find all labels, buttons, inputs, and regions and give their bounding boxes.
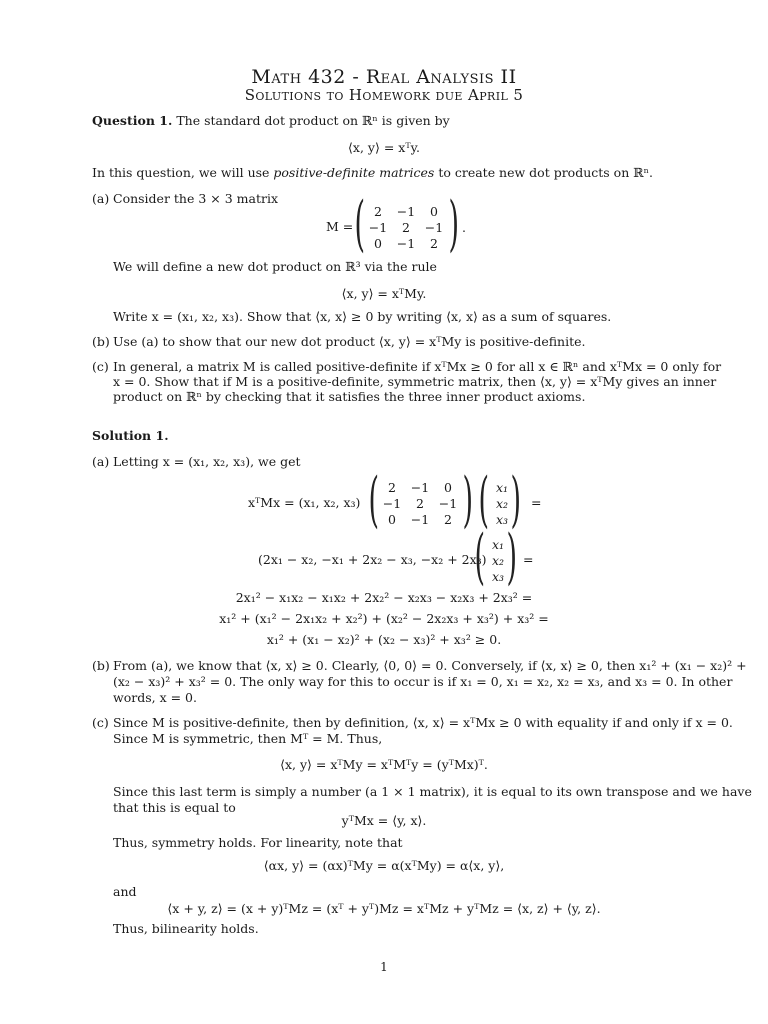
question-intro-2-a: In this question, we will use [92, 165, 274, 180]
solution-a-eq-sign-1: = [531, 495, 542, 510]
solution-label-text: Solution 1. [92, 428, 169, 443]
solution-c-equation-1: ⟨x, y⟩ = xᵀMy = xᵀMᵀy = (yᵀMx)ᵀ. [280, 757, 488, 772]
matrix-cell: −1 [410, 480, 430, 495]
solution-part-c-label: (c) [92, 715, 109, 730]
solution-b-line-1: From (a), we know that ⟨x, x⟩ ≥ 0. Clearly, ⟨0, 0⟩ = 0. Conversely, if ⟨x, x⟩ ≥ 0, then x₁² + (x₁ − x₂)² + [113, 658, 747, 673]
solution-c-line-1: Since M is positive-definite, then by definition, ⟨x, x⟩ = xᵀMx ≥ 0 with equality if and only if x = 0. [113, 715, 733, 730]
matrix-cell: 0 [444, 480, 452, 495]
matrix-m [354, 189, 468, 259]
vector-cell: x₂ [491, 553, 505, 568]
solution-a-eq-sign-2: = [523, 552, 534, 567]
document-title: Math 432 - Real Analysis II [251, 66, 517, 88]
question-part-a-text-2: We will define a new dot product on ℝ³ via the rule [113, 259, 437, 274]
question-part-c-line-3: product on ℝⁿ by checking that it satisfies the three inner product axioms. [113, 389, 586, 404]
vector-cell: x₃ [491, 569, 505, 584]
solution-c-equation-4: ⟨x + y, z⟩ = (x + y)ᵀMz = (xᵀ + yᵀ)Mz = xᵀMz + yᵀMz = ⟨x, z⟩ + ⟨y, z⟩. [167, 901, 601, 916]
vector-cell: x₁ [495, 480, 509, 495]
solution-c-and: and [113, 884, 137, 899]
matrix-cell: −1 [438, 496, 458, 511]
matrix-cell: −1 [396, 236, 416, 251]
solution-a-line-4: x₁² + (x₁² − 2x₁x₂ + x₂²) + (x₂² − 2x₂x₃ + x₃²) + x₃² = [219, 611, 549, 626]
left-paren: ( [368, 465, 379, 535]
question-intro-2 [92, 165, 653, 181]
period: . [462, 220, 466, 235]
question-part-b-text: Use (a) to show that our new dot product ⟨x, y⟩ = xᵀMy is positive-definite. [113, 334, 586, 349]
question-part-c-label: (c) [92, 359, 109, 374]
document-subtitle: Solutions to Homework due April 5 [244, 86, 524, 104]
page-number: 1 [380, 960, 388, 974]
left-paren: ( [478, 465, 489, 535]
question-part-a-text: Consider the 3 × 3 matrix [113, 191, 278, 206]
solution-c-equation-3: ⟨αx, y⟩ = (αx)ᵀMy = α(xᵀMy) = α⟨x, y⟩, [263, 858, 505, 873]
right-paren: ) [448, 189, 459, 259]
solution-part-b-label: (b) [92, 658, 110, 673]
solution-label [92, 428, 169, 444]
matrix-cell: 0 [430, 204, 438, 219]
matrix-cell: 2 [416, 496, 424, 511]
solution-part-a-intro: Letting x = (x₁, x₂, x₃), we get [113, 454, 301, 469]
matrix-cell: −1 [396, 204, 416, 219]
question-part-a-label: (a) [92, 191, 110, 206]
matrix-cell: 0 [388, 512, 396, 527]
matrix-cell: 0 [374, 236, 382, 251]
vector-cell: x₂ [495, 496, 509, 511]
matrix-cell: 2 [402, 220, 410, 235]
question-part-b-label: (b) [92, 334, 110, 349]
right-paren: ) [510, 465, 521, 535]
solution-c-line-3: Since this last term is simply a number (a 1 × 1 matrix), it is equal to its own transpose and we have [113, 784, 752, 799]
question-intro-2-em: positive-definite matrices [273, 165, 435, 180]
matrix-cell: −1 [382, 496, 402, 511]
matrix-cell: 2 [374, 204, 382, 219]
matrix-cell: 2 [444, 512, 452, 527]
question-statement [92, 113, 450, 129]
question-equation-2: ⟨x, y⟩ = xᵀMy. [341, 286, 427, 301]
question-intro-2-b: to create new dot products on ℝⁿ. [434, 165, 653, 180]
matrix-cell: −1 [410, 512, 430, 527]
left-paren: ( [354, 189, 365, 259]
solution-b-line-2: (x₂ − x₃)² + x₃² = 0. The only way for this to occur is if x₁ = 0, x₁ = x₂, x₂ = x₃, and x₃ = 0. In other [113, 674, 733, 689]
question-label: Question 1. [92, 113, 173, 128]
matrix-cell: 2 [430, 236, 438, 251]
question-equation-1: ⟨x, y⟩ = xᵀy. [348, 140, 420, 155]
matrix-cell: 2 [388, 480, 396, 495]
question-part-a-text-3: Write x = (x₁, x₂, x₃). Show that ⟨x, x⟩ ≥ 0 by writing ⟨x, x⟩ as a sum of squares. [113, 309, 612, 324]
solution-a-line-3: 2x₁² − x₁x₂ − x₁x₂ + 2x₂² − x₂x₃ − x₂x₃ + 2x₃² = [235, 590, 533, 605]
solution-vector-x-2 [474, 522, 518, 592]
right-paren: ) [462, 465, 473, 535]
left-paren: ( [474, 522, 485, 592]
question-part-c-line-1: In general, a matrix M is called positive-definite if xᵀMx ≥ 0 for all x ∈ ℝⁿ and xᵀMx = 0 only for [113, 359, 722, 374]
solution-part-a-label: (a) [92, 454, 110, 469]
matrix-m-label: M = [326, 219, 354, 234]
solution-c-line-4: that this is equal to [113, 800, 236, 815]
solution-c-line-6: Thus, bilinearity holds. [113, 921, 259, 936]
solution-matrix-m [368, 465, 476, 535]
question-part-c-line-2: x = 0. Show that if M is a positive-definite, symmetric matrix, then ⟨x, y⟩ = xᵀMy gives an inner [113, 374, 717, 389]
matrix-cell: −1 [424, 220, 444, 235]
solution-b-line-3: words, x = 0. [113, 690, 197, 705]
solution-c-line-2: Since M is symmetric, then Mᵀ = M. Thus, [113, 731, 383, 746]
vector-cell: x₃ [495, 512, 509, 527]
solution-a-lhs: xᵀMx = (x₁, x₂, x₃) [248, 495, 361, 510]
solution-a-line-5: x₁² + (x₁ − x₂)² + (x₂ − x₃)² + x₃² ≥ 0. [266, 632, 502, 647]
solution-c-line-5: Thus, symmetry holds. For linearity, note that [113, 835, 403, 850]
right-paren: ) [506, 522, 517, 592]
question-intro: The standard dot product on ℝⁿ is given by [176, 113, 450, 128]
solution-c-equation-2: yᵀMx = ⟨y, x⟩. [341, 813, 427, 828]
vector-cell: x₁ [491, 537, 505, 552]
matrix-cell: −1 [368, 220, 388, 235]
solution-a-row-vector: (2x₁ − x₂, −x₁ + 2x₂ − x₃, −x₂ + 2x₃) [258, 552, 487, 567]
